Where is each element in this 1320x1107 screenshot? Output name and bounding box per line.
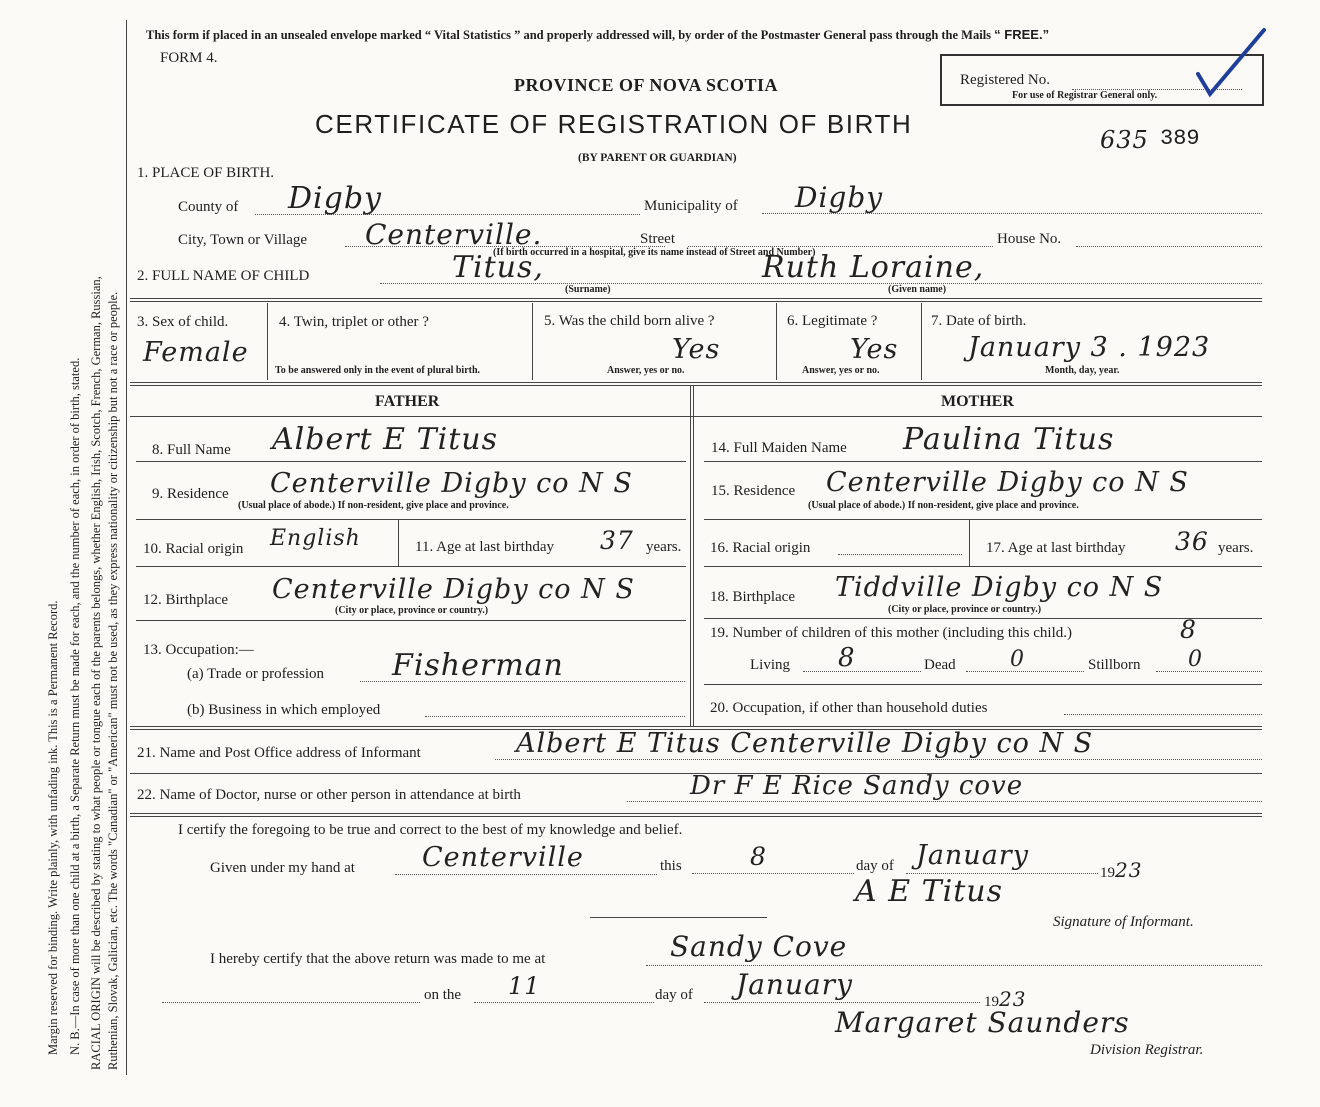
mother-race-line [838,554,962,555]
informant-value: Albert E Titus Centerville Digby co N S [516,728,1094,759]
registered-label: Registered No. [960,72,1050,88]
father-occupation-label: 13. Occupation:— [143,642,254,658]
registrar-statement: I hereby certify that the above return was made to me at [210,951,546,967]
given-month: January [916,840,1029,871]
legitimate-value: Yes [850,334,899,365]
sex-value: Female [143,337,249,368]
child-name-label: 2. FULL NAME OF CHILD [137,268,310,284]
doctor-line [627,801,1262,802]
row-line [130,416,1262,417]
hospital-note: (If birth occurred in a hospital, give its name instead of Street and Number) [493,247,816,258]
father-race: English [270,526,361,551]
informant-label: 21. Name and Post Office address of Informant [137,745,421,761]
province-heading: PROVINCE OF NOVA SCOTIA [514,75,779,95]
row-line [136,566,686,567]
alive-value: Yes [672,334,721,365]
dead-line [966,671,1084,672]
postal-notice: This form if placed in an unsealed envelope marked “ Vital Statistics ” and properly addressed will, by order of the Postmaster General pass through the Mails “ FREE.” [146,27,1050,42]
mother-name: Paulina Titus [903,422,1115,457]
mother-years: years. [1218,540,1254,556]
county-label: County of [178,199,239,215]
cell-divider [776,303,777,380]
row-line [136,620,686,621]
certificate-number-handwritten: 635 [1100,126,1149,154]
on-the-label: on the [424,987,462,1003]
mother-birthplace-label: 18. Birthplace [710,589,795,605]
mother-residence: Centerville Digby co N S [826,467,1189,498]
row-line [704,618,1262,619]
mother-birthplace-caption: (City or place, province or country.) [888,604,1042,615]
mother-age: 36 [1175,527,1209,556]
father-years: years. [646,539,682,555]
row-line [704,519,1262,520]
registrar-signature: Margaret Saunders [835,1006,1130,1039]
father-race-label: 10. Racial origin [143,541,244,557]
given-under-label: Given under my hand at [210,860,355,876]
certificate-title: CERTIFICATE OF REGISTRATION OF BIRTH [315,109,913,139]
mother-heading: MOTHER [941,393,1014,410]
legitimate-label: 6. Legitimate ? [787,313,878,329]
informant-line [495,759,1262,760]
house-line [1076,246,1262,247]
municipality-value: Digby [795,181,884,214]
cell-divider [969,520,970,566]
child-surname: Titus, [452,250,544,285]
mother-race-label: 16. Racial origin [710,540,811,556]
trade-value: Fisherman [392,648,564,683]
row-line [704,461,1262,462]
registrar-month-line [704,1002,980,1003]
dead-label: Dead [924,657,956,673]
this-label: this [660,858,682,874]
stillborn-line [1156,671,1262,672]
column-divider [690,386,694,726]
certificate-number-stamp: 389 [1160,126,1200,151]
street-label: Street [640,231,675,247]
mother-residence-caption: (Usual place of abode.) If non-resident, give place and province. [808,500,1079,511]
registrar-day-of-label: day of [655,987,693,1003]
dob-caption: Month, day, year. [1045,365,1120,376]
row-line [136,461,686,462]
given-day-line [692,873,854,874]
row-line [704,566,1262,567]
stillborn-value: 0 [1188,647,1203,672]
dob-label: 7. Date of birth. [931,313,1027,329]
given-day: 8 [750,842,767,871]
city-label: City, Town or Village [178,232,308,248]
father-residence-label: 9. Residence [152,486,229,502]
doctor-value: Dr F E Rice Sandy cove [690,771,1024,801]
mother-name-label: 14. Full Maiden Name [711,440,847,456]
children-label: 19. Number of children of this mother (including this child.) [710,625,1073,641]
cell-divider [398,520,399,566]
divider [130,298,1262,302]
row-line [136,519,686,520]
mother-age-label: 17. Age at last birthday [986,540,1126,556]
row-line [704,684,1262,685]
informant-signature: A E Titus [855,874,1004,909]
father-residence: Centerville Digby co N S [270,468,633,499]
living-line [803,671,921,672]
trade-label: (a) Trade or profession [187,666,325,682]
registrar-day-line [474,1002,654,1003]
living-label: Living [750,657,790,673]
registrar-day: 11 [508,972,541,1000]
registrar-place-line [646,965,1262,966]
father-name: Albert E Titus [272,422,498,457]
registrar-month: January [736,968,853,1001]
twin-label: 4. Twin, triplet or other ? [279,314,429,330]
signature-caption: Signature of Informant. [1053,914,1194,930]
father-residence-caption: (Usual place of abode.) If non-resident, give place and province. [238,500,509,511]
divider [130,382,1262,386]
cell-divider [267,303,268,380]
mother-occupation-line [1064,714,1262,715]
signature-rule [590,917,767,918]
legitimate-caption: Answer, yes or no. [802,365,880,376]
stillborn-label: Stillborn [1088,657,1141,673]
certificate-subtitle: (BY PARENT OR GUARDIAN) [578,152,737,164]
municipality-label: Municipality of [644,198,738,214]
surname-caption: (Surname) [565,284,611,295]
registrar-place: Sandy Cove [670,930,848,963]
father-name-label: 8. Full Name [152,442,231,458]
registrar-caption: Division Registrar. [1090,1042,1204,1058]
cell-divider [532,303,533,380]
form-number: FORM 4. [160,50,218,66]
children-value: 8 [1180,615,1197,644]
given-name-caption: (Given name) [888,284,947,295]
father-age-label: 11. Age at last birthday [415,539,554,555]
dead-value: 0 [1010,647,1025,672]
margin-note-3: RACIAL ORIGIN will be described by stating to what people or tongue each of the parents belongs, whether English, Irish, Scotch, French, German, Russian, [89,276,103,1070]
mother-occupation-label: 20. Occupation, if other than household duties [710,700,988,716]
divider [130,813,1262,817]
city-value: Centerville. [365,218,543,251]
twin-note: To be answered only in the event of plural birth. [275,365,481,376]
father-heading: FATHER [375,393,440,410]
mother-residence-label: 15. Residence [711,483,796,499]
county-value: Digby [288,181,383,216]
cell-divider [921,303,922,380]
registrar-blank-line [162,1002,420,1003]
binding-margin-line [126,20,127,1075]
place-of-birth-label: 1. PLACE OF BIRTH. [137,165,275,181]
living-value: 8 [838,643,856,673]
check-mark-icon [1190,24,1270,104]
registrar-note: For use of Registrar General only. [1012,90,1158,101]
father-birthplace: Centerville Digby co N S [272,574,635,605]
mother-birthplace: Tiddville Digby co N S [835,572,1164,603]
business-line [425,716,685,717]
given-year: 1923 [1100,858,1143,882]
house-label: House No. [997,231,1062,247]
day-of-label: day of [856,858,894,874]
given-place: Centerville [422,842,584,873]
margin-note-1: Margin reserved for binding. Write plainly, with unfading ink. This is a Permanent Record. [46,600,60,1055]
business-label: (b) Business in which employed [187,702,381,718]
margin-note-2: N. B.—In case of more than one child at a birth, a Separate Return must be made for each, and the number of each, in order of birth, stated. [68,357,82,1055]
child-given-name: Ruth Loraine, [762,250,985,285]
dob-value: January 3 . 1923 [968,332,1211,363]
alive-label: 5. Was the child born alive ? [544,313,715,329]
doctor-label: 22. Name of Doctor, nurse or other person in attendance at birth [137,787,521,803]
father-age: 37 [600,526,634,555]
sex-label: 3. Sex of child. [137,314,229,330]
certification-statement: I certify the foregoing to be true and correct to the best of my knowledge and belief. [178,822,683,838]
father-birthplace-label: 12. Birthplace [143,592,228,608]
registrar-year: 1923 [984,987,1027,1011]
margin-note-4: Ruthenian, Slovak, Galician, etc. The words "Canadian" or "American" must not be used, as they express nationality or citizenship but not a race or people. [106,291,120,1070]
given-place-line [395,874,657,875]
father-birthplace-caption: (City or place, province or country.) [335,605,489,616]
alive-caption: Answer, yes or no. [607,365,685,376]
